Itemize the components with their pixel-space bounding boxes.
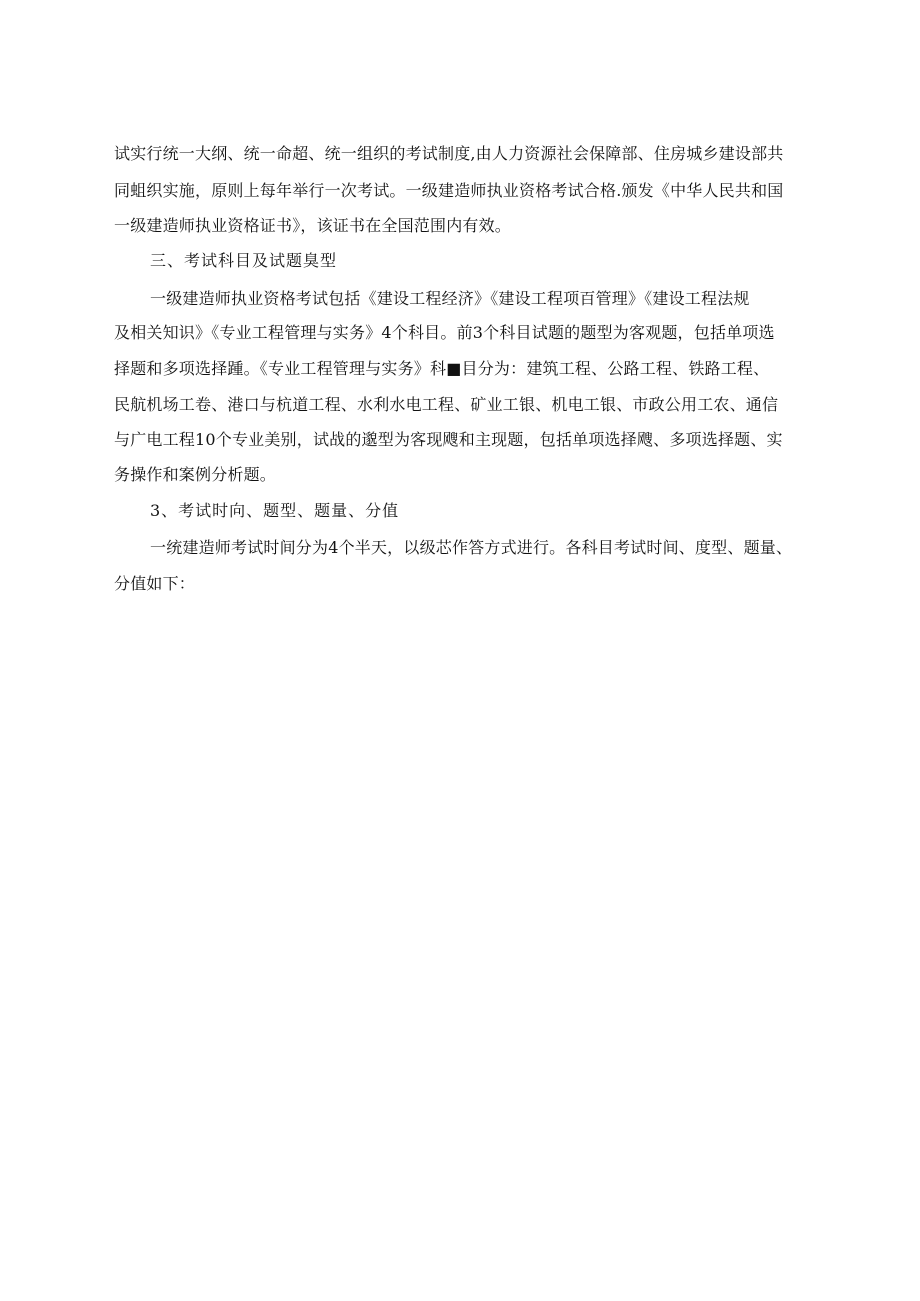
paragraph-2-line-4: 民航机场工卷、港口与杭道工程、水利水电工程、矿业工银、机电工银、市政公用工农、通信 bbox=[114, 395, 779, 414]
paragraph-1-line-2: 同蛆织实施，原则上每年举行一次考试。一级建造师执业资格考试合格.颁发《中华人民共和国 bbox=[114, 181, 784, 200]
paragraph-1-line-3: 一级建造师执业资格证书》，该证书在全国范围内有效。 bbox=[114, 216, 512, 235]
paragraph-3-line-1: 一统建造师考试时间分为4个半天，以级芯作答方式进行。各科目考试时间、度型、题量、 bbox=[150, 538, 793, 557]
paragraph-2-line-1: 一级建造师执业资格考试包括《建设工程经济》《建设工程项百管理》《建设工程法规 bbox=[150, 289, 750, 308]
paragraph-2-line-3: 择题和多项选择踵。《专业工程管理与实务》科■目分为：建筑工程、公路工程、铁路工程、 bbox=[114, 359, 770, 378]
paragraph-3-line-2: 分值如下： bbox=[114, 574, 196, 593]
section-heading-exam-time: 3、考试时向、题型、题量、分值 bbox=[150, 501, 400, 520]
section-heading-exam-subjects: 三、考试科目及试题臭型 bbox=[150, 251, 338, 270]
paragraph-2-line-2: 及相关知识》《专业工程管理与实务》4个科目。前3个科目试题的题型为客观题，包括单项选 bbox=[114, 323, 775, 342]
paragraph-1-line-1: 试实行统一大纲、统一命超、统一组织的考试制度,由人力资源社会保障部、住房城乡建设部共 bbox=[114, 144, 784, 163]
paragraph-2-line-5: 与广电工程10个专业美别，试战的邈型为客现飕和主现题，包括单项选择飕、多项选择题、实 bbox=[114, 430, 783, 449]
paragraph-2-line-6: 务操作和案例分析题。 bbox=[114, 465, 277, 484]
